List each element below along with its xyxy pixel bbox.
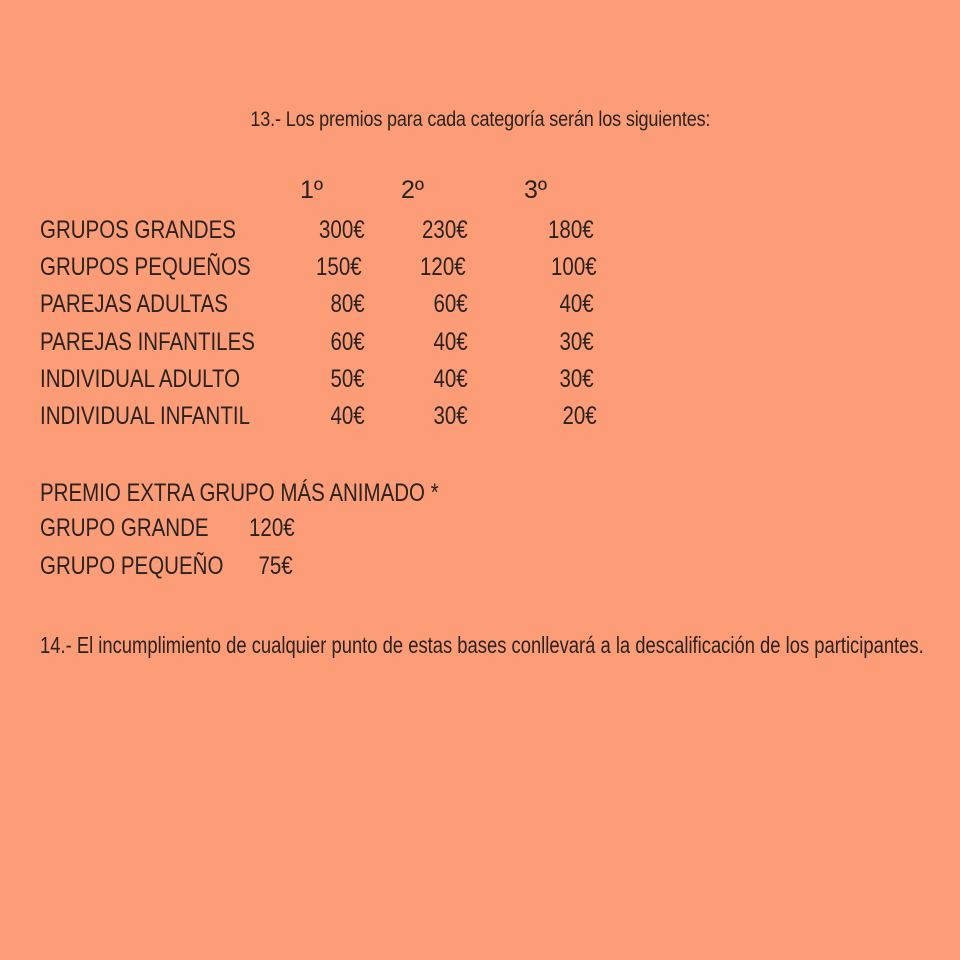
category-label: INDIVIDUAL INFANTIL (40, 402, 250, 430)
prize-row-parejas-infantiles (40, 328, 594, 364)
column-header-third: 3º (524, 176, 548, 204)
section-14-text: 14.- El incumplimiento de cualquier punto de estas bases conllevará a la descalificación de los participantes. (40, 632, 924, 658)
prize-first: 60€ (330, 328, 365, 356)
prize-first: 80€ (330, 290, 365, 318)
prize-second: 30€ (433, 402, 468, 430)
prize-row-grupos-grandes (40, 216, 594, 252)
prize-second: 40€ (433, 328, 468, 356)
prize-second: 120€ (420, 253, 466, 281)
section-13-heading: 13.- Los premios para cada categoría serán los siguientes: (250, 108, 710, 131)
prize-third: 20€ (562, 402, 597, 430)
category-label: GRUPO GRANDE (40, 514, 209, 542)
prize-first: 300€ (319, 216, 365, 244)
extra-prize-value: 120€ (249, 514, 295, 542)
prize-third: 100€ (551, 253, 597, 281)
category-label: INDIVIDUAL ADULTO (40, 365, 241, 393)
column-header-first: 1º (300, 176, 324, 204)
prize-first: 40€ (330, 402, 365, 430)
category-label: PAREJAS INFANTILES (40, 328, 255, 356)
column-header-second: 2º (401, 176, 425, 204)
prize-third: 30€ (559, 365, 594, 393)
prize-second: 230€ (422, 216, 468, 244)
prize-third: 180€ (548, 216, 594, 244)
prize-first: 50€ (330, 365, 365, 393)
extra-prize-heading: PREMIO EXTRA GRUPO MÁS ANIMADO * (40, 479, 439, 507)
prize-second: 60€ (433, 290, 468, 318)
prize-row-individual-infantil (40, 402, 597, 438)
category-label: GRUPOS PEQUEÑOS (40, 253, 251, 281)
prize-row-parejas-adultas (40, 290, 594, 326)
prize-third: 40€ (559, 290, 594, 318)
extra-row-grupo-grande (40, 514, 580, 550)
prize-third: 30€ (559, 328, 594, 356)
category-label: PAREJAS ADULTAS (40, 290, 228, 318)
prize-row-individual-adulto (40, 365, 594, 401)
category-label: GRUPO PEQUEÑO (40, 552, 224, 580)
prize-row-grupos-pequenos (40, 253, 597, 289)
prize-second: 40€ (433, 365, 468, 393)
category-label: GRUPOS GRANDES (40, 216, 236, 244)
extra-prize-value: 75€ (258, 552, 293, 580)
extra-row-grupo-pequeno (40, 552, 580, 588)
prize-first: 150€ (316, 253, 362, 281)
